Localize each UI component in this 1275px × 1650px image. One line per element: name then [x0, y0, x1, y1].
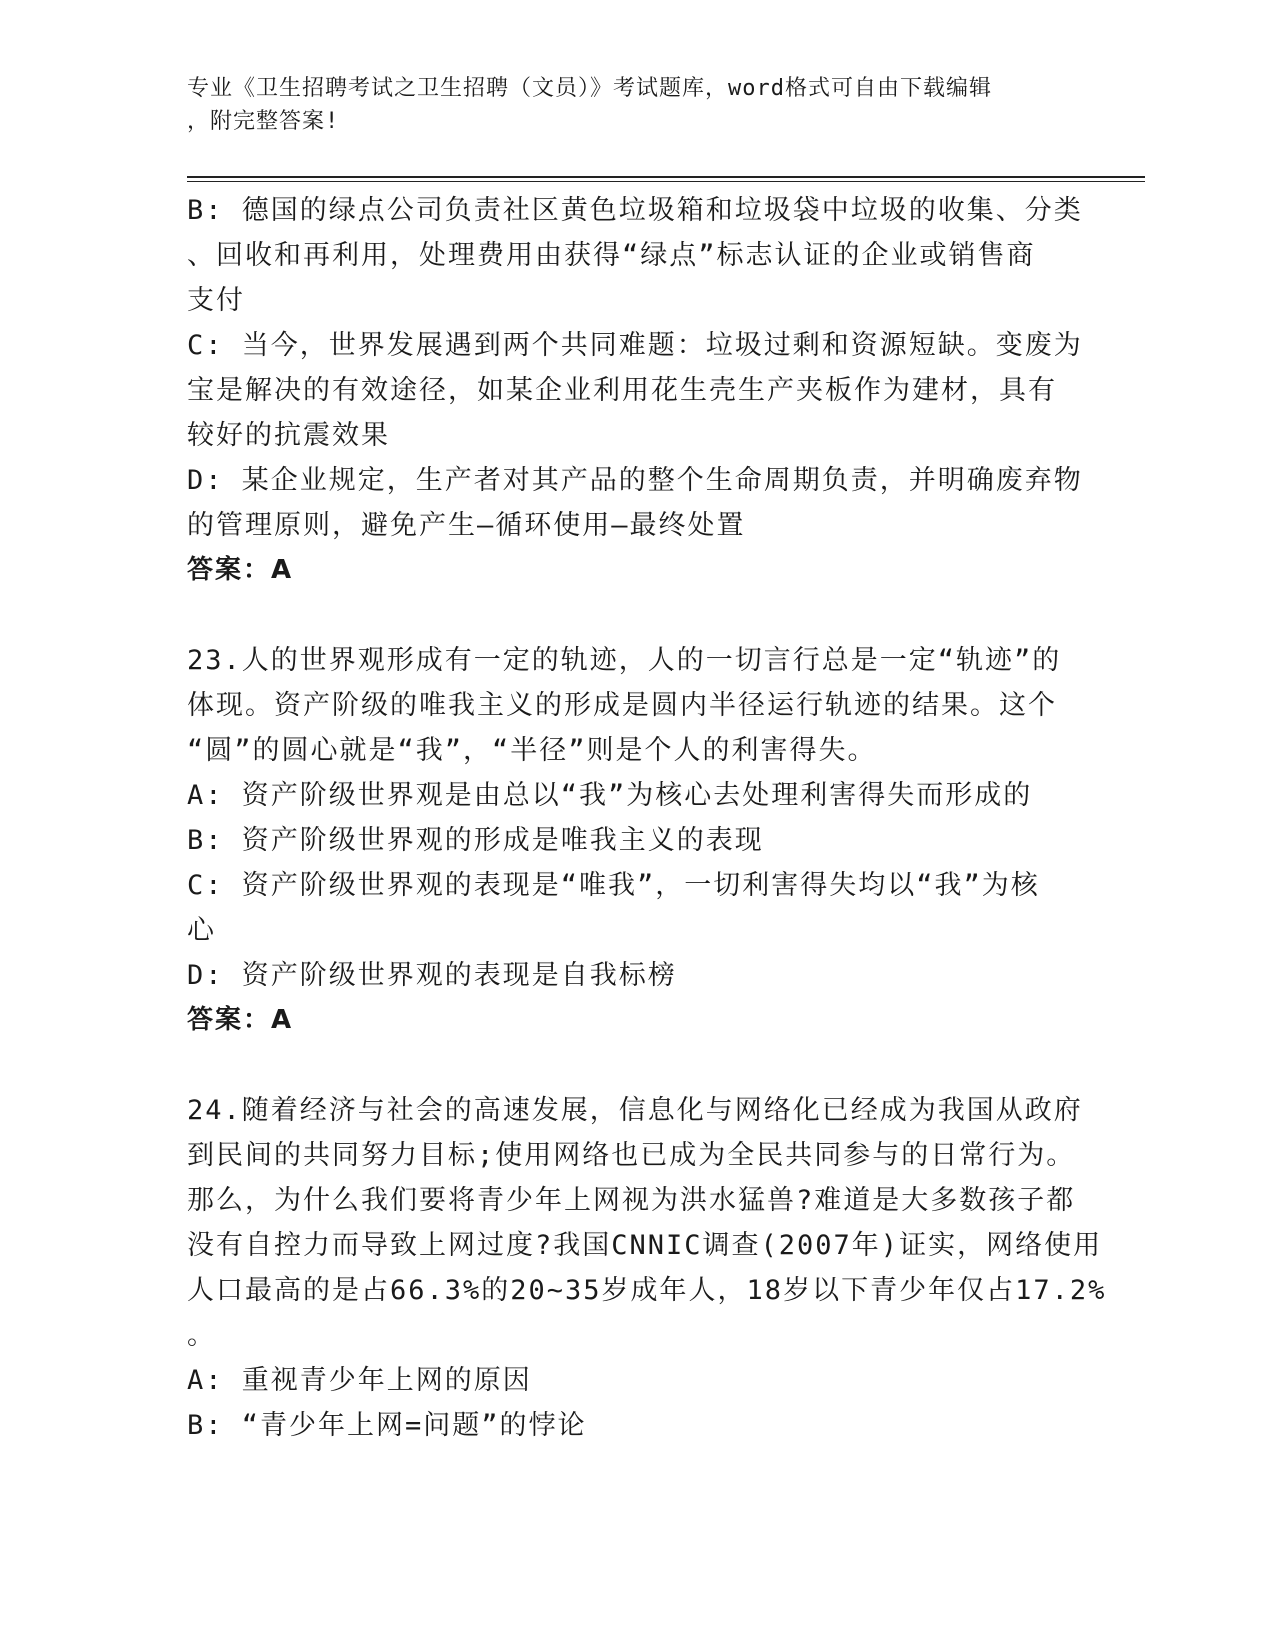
option-d-line: 的管理原则，避免产生—循环使用—最终处置	[187, 510, 746, 541]
question-stem-line: 没有自控力而导致上网过度?我国CNNIC调查(2007年)证实，网络使用	[187, 1230, 1103, 1261]
option-b-line: B: 德国的绿点公司负责社区黄色垃圾箱和垃圾袋中垃圾的收集、分类	[187, 195, 1083, 226]
question-23	[187, 638, 1087, 1043]
question-stem-line: 。	[187, 1320, 216, 1351]
option-d-line: D: 资产阶级世界观的表现是自我标榜	[187, 960, 677, 991]
header-line-1: 专业《卫生招聘考试之卫生招聘（文员）》考试题库，word格式可自由下载编辑	[187, 76, 992, 101]
question-stem-line: “圆”的圆心就是“我”，“半径”则是个人的利害得失。	[187, 735, 877, 766]
header-line-2: ，附完整答案!	[187, 109, 340, 134]
spacer	[187, 1043, 1087, 1088]
option-c-line: 宝是解决的有效途径，如某企业利用花生壳生产夹板作为建材，具有	[187, 375, 1057, 406]
option-c-line: 较好的抗震效果	[187, 420, 390, 451]
question-stem-line: 人口最高的是占66.3%的20~35岁成年人，18岁以下青少年仅占17.2%	[187, 1275, 1107, 1306]
option-b-line: B: “青少年上网=问题”的悖论	[187, 1410, 587, 1441]
document-body	[187, 188, 1107, 1448]
option-b-line: B: 资产阶级世界观的形成是唯我主义的表现	[187, 825, 764, 856]
header-rule-thin	[187, 181, 1145, 182]
option-a-line: A: 重视青少年上网的原因	[187, 1365, 532, 1396]
option-c-line: C: 资产阶级世界观的表现是“唯我”，一切利害得失均以“我”为核	[187, 870, 1040, 901]
prev-question	[187, 188, 1087, 593]
option-b-line: 、回收和再利用，处理费用由获得“绿点”标志认证的企业或销售商	[187, 240, 1036, 271]
question-24	[187, 1088, 1107, 1448]
document-header	[187, 72, 1087, 138]
question-stem-line: 23.人的世界观形成有一定的轨迹，人的一切言行总是一定“轨迹”的	[187, 645, 1062, 676]
option-a-line: A: 资产阶级世界观是由总以“我”为核心去处理利害得失而形成的	[187, 780, 1033, 811]
option-b-line: 支付	[187, 285, 245, 316]
question-stem-line: 体现。资产阶级的唯我主义的形成是圆内半径运行轨迹的结果。这个	[187, 690, 1057, 721]
option-c-line: C: 当今，世界发展遇到两个共同难题：垃圾过剩和资源短缺。变废为	[187, 330, 1083, 361]
answer-label: 答案：A	[187, 555, 294, 585]
header-rule-thick	[187, 176, 1145, 178]
question-stem-line: 那么，为什么我们要将青少年上网视为洪水猛兽?难道是大多数孩子都	[187, 1185, 1076, 1216]
option-c-line: 心	[187, 915, 216, 946]
spacer	[187, 593, 1087, 638]
question-stem-line: 24.随着经济与社会的高速发展，信息化与网络化已经成为我国从政府	[187, 1095, 1083, 1126]
answer-label: 答案：A	[187, 1005, 294, 1035]
option-d-line: D: 某企业规定，生产者对其产品的整个生命周期负责，并明确废弃物	[187, 465, 1083, 496]
question-stem-line: 到民间的共同努力目标;使用网络也已成为全民共同参与的日常行为。	[187, 1140, 1076, 1171]
